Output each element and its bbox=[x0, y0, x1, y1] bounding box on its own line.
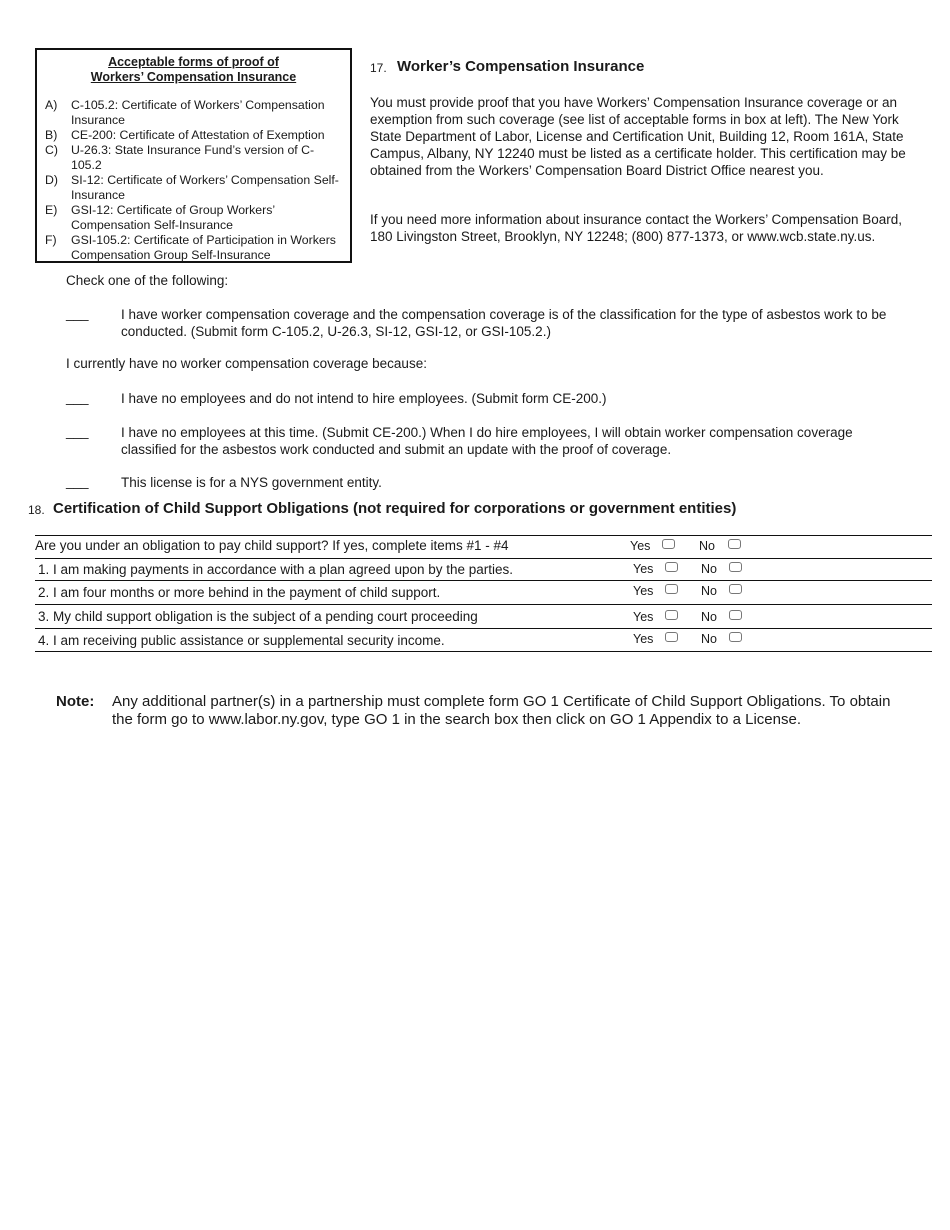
no-label: No bbox=[701, 562, 717, 576]
table-rule bbox=[35, 580, 932, 581]
section-17-paragraph-1: You must provide proof that you have Workers’ Compensation Insurance coverage or an exemption from such coverage (see list of acceptable forms in box at left). The New York State Department of Labor, License and Certification Unit, Building 12, Room 161A, State Campus, Albany, NY 12240 must be listed as a certificate holder. This certification may be obtained from the Workers’ Compensation Board District Office nearest you. bbox=[370, 95, 906, 178]
child-support-question-3: 3. My child support obligation is the subject of a pending court proceeding bbox=[38, 609, 478, 624]
proof-item-text: GSI-12: Certificate of Group Workers’ Compensation Self-Insurance bbox=[71, 203, 275, 232]
proof-item-text: U-26.3: State Insurance Fund’s version of C-105.2 bbox=[71, 143, 315, 172]
note-text: Any additional partner(s) in a partnership must complete form GO 1 Certificate of Child Support Obligations. To obtain the form go to www.labor.ny.gov, type GO 1 in the search box then click on GO 1 Appendix to a License. bbox=[112, 693, 891, 728]
section-17-number: 17. bbox=[370, 61, 387, 75]
no-label: No bbox=[701, 632, 717, 646]
yes-label: Yes bbox=[633, 562, 654, 576]
yes-label: Yes bbox=[633, 584, 654, 598]
no-checkbox[interactable] bbox=[729, 610, 742, 620]
yes-checkbox[interactable] bbox=[662, 539, 675, 549]
option-3-text: I have no employees at this time. (Submit CE-200.) When I do hire employees, I will obtain worker compensation coverage classified for the asbestos work conducted and submit an update with the proof of coverage. bbox=[121, 425, 853, 457]
proof-item-letter: F) bbox=[45, 233, 57, 247]
proof-item-letter: C) bbox=[45, 143, 58, 157]
option-4-text: This license is for a NYS government entity. bbox=[121, 475, 382, 490]
option-2-text: I have no employees and do not intend to hire employees. (Submit form CE-200.) bbox=[121, 391, 607, 406]
proof-item-letter: A) bbox=[45, 98, 58, 112]
check-one-instruction: Check one of the following: bbox=[66, 273, 229, 288]
proof-box-title bbox=[37, 55, 350, 85]
yes-checkbox[interactable] bbox=[665, 632, 678, 642]
child-support-question-1: 1. I am making payments in accordance with a plan agreed upon by the parties. bbox=[38, 562, 514, 577]
option-2-checkline[interactable]: ___ bbox=[66, 390, 89, 405]
no-coverage-heading: I currently have no worker compensation coverage because: bbox=[66, 356, 427, 371]
no-label: No bbox=[701, 610, 717, 624]
table-rule bbox=[35, 651, 932, 652]
section-17-paragraph-2: If you need more information about insurance contact the Workers’ Compensation Board, 180 Livingston Street, Brooklyn, NY 12248; (800) 877-1373, or www.wcb.state.ny.us. bbox=[370, 212, 903, 244]
proof-item-text: GSI-105.2: Certificate of Participation in Workers Compensation Group Self-Insurance bbox=[71, 233, 336, 262]
section-18-number: 18. bbox=[28, 503, 45, 517]
proof-item-text: SI-12: Certificate of Workers’ Compensation Self-Insurance bbox=[71, 173, 339, 202]
child-support-question-2: 2. I am four months or more behind in the payment of child support. bbox=[38, 585, 441, 600]
yes-checkbox[interactable] bbox=[665, 584, 678, 594]
no-checkbox[interactable] bbox=[728, 539, 741, 549]
child-support-question-4: 4. I am receiving public assistance or supplemental security income. bbox=[38, 633, 445, 648]
yes-checkbox[interactable] bbox=[665, 610, 678, 620]
no-checkbox[interactable] bbox=[729, 562, 742, 572]
no-checkbox[interactable] bbox=[729, 584, 742, 594]
no-checkbox[interactable] bbox=[729, 632, 742, 642]
option-3-checkline[interactable]: ___ bbox=[66, 424, 89, 439]
option-1-checkline[interactable]: ___ bbox=[66, 306, 89, 321]
no-label: No bbox=[701, 584, 717, 598]
option-1-text: I have worker compensation coverage and the compensation coverage is of the classification for the type of asbestos work to be conducted. (Submit form C-105.2, U-26.3, SI-12, GSI-12, or GSI-105.2.) bbox=[121, 307, 887, 339]
proof-item-letter: E) bbox=[45, 203, 58, 217]
no-label: No bbox=[699, 539, 715, 553]
table-rule bbox=[35, 628, 932, 629]
proof-item-text: C-105.2: Certificate of Workers’ Compensation Insurance bbox=[71, 98, 325, 127]
proof-item-letter: B) bbox=[45, 128, 58, 142]
option-4-checkline[interactable]: ___ bbox=[66, 474, 89, 489]
yes-label: Yes bbox=[633, 632, 654, 646]
section-17-title: Worker’s Compensation Insurance bbox=[397, 58, 645, 75]
table-rule bbox=[35, 535, 932, 536]
yes-label: Yes bbox=[633, 610, 654, 624]
yes-label: Yes bbox=[630, 539, 651, 553]
proof-item-text: CE-200: Certificate of Attestation of Exemption bbox=[71, 128, 325, 142]
yes-checkbox[interactable] bbox=[665, 562, 678, 572]
note-label: Note: bbox=[56, 693, 95, 710]
section-18-title: Certification of Child Support Obligations (not required for corporations or government entities) bbox=[53, 500, 737, 517]
table-rule bbox=[35, 604, 932, 605]
proof-item-letter: D) bbox=[45, 173, 58, 187]
table-rule bbox=[35, 558, 932, 559]
child-support-question-main: Are you under an obligation to pay child support? If yes, complete items #1 - #4 bbox=[35, 538, 509, 553]
proof-box-title-line1: Acceptable forms of proof of bbox=[108, 55, 279, 69]
acceptable-proof-box bbox=[35, 48, 352, 263]
proof-box-title-line2: Workers’ Compensation Insurance bbox=[90, 70, 297, 84]
